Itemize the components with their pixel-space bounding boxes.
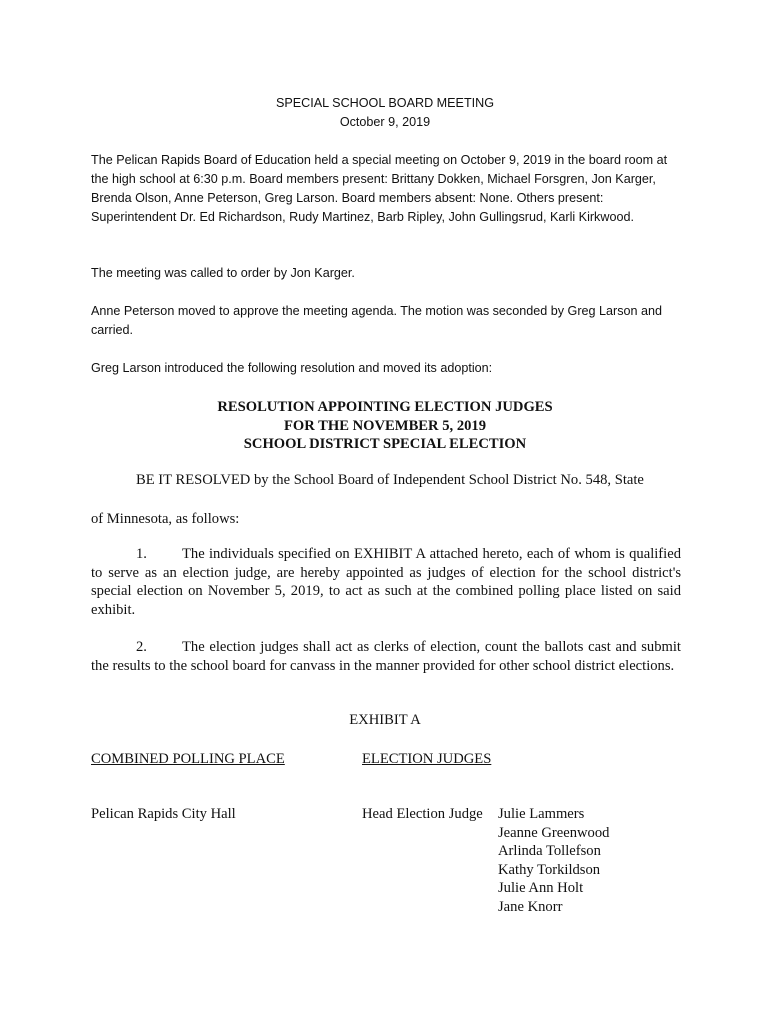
judge-name: Julie Ann Holt: [498, 880, 584, 896]
call-to-order-paragraph: The meeting was called to order by Jon Karger.: [91, 266, 355, 280]
election-judges-column-header: ELECTION JUDGES: [362, 751, 492, 767]
resolution-item-1-text: The individuals specified on EXHIBIT A attached hereto, each of whom is qualified to serve as an election judge, are hereby appointed as judges of election for the school district's special election on November 5, 2019, to act as such at the combined polling place listed on said exhibit.: [91, 546, 681, 618]
resolution-item-1-number: 1.: [136, 546, 147, 562]
resolved-line-1: BE IT RESOLVED by the School Board of Independent School District No. 548, State: [136, 472, 644, 488]
resolution-title-line-2: FOR THE NOVEMBER 5, 2019: [283, 417, 487, 434]
judge-name: Arlinda Tollefson: [498, 843, 601, 859]
meeting-date: October 9, 2019: [339, 115, 431, 129]
resolution-title-line-3: SCHOOL DISTRICT SPECIAL ELECTION: [243, 436, 527, 452]
resolution-item-1: [91, 545, 681, 619]
judge-name: Jeanne Greenwood: [498, 824, 610, 841]
judge-name: Kathy Torkildson: [498, 861, 601, 878]
election-judges-list: [498, 805, 609, 916]
resolved-line-2: of Minnesota, as follows:: [91, 511, 240, 527]
head-election-judge-label: Head Election Judge: [362, 806, 483, 822]
resolution-item-2-text: The election judges shall act as clerks of election, count the ballots cast and submit the results to the school board for canvass in the manner provided for other school district elections.: [91, 639, 681, 674]
minutes-intro-paragraph: The Pelican Rapids Board of Education held a special meeting on October 9, 2019 in the board room at the high school at 6:30 p.m. Board members present: Brittany Dokken, Michael Forsgren, Jon Karger, Brenda Olson, Anne Peterson, Greg Larson. Board members absent: None. Others present: Superintendent Dr. Ed Richardson, Rudy Martinez, Barb Ripley, John Gullingsrud, Karli Kirkwood.: [91, 153, 668, 224]
resolution-title: [0, 398, 770, 454]
polling-place-name: Pelican Rapids City Hall: [91, 806, 236, 822]
polling-place-column-header: COMBINED POLLING PLACE: [91, 751, 285, 767]
document-header: [0, 94, 770, 132]
resolution-title-line-1: RESOLUTION APPOINTING ELECTION JUDGES: [217, 399, 553, 415]
judge-name: Jane Knorr: [498, 898, 563, 915]
resolution-item-2-number: 2.: [136, 639, 147, 655]
resolution-item-2: [91, 638, 681, 675]
meeting-title: SPECIAL SCHOOL BOARD MEETING: [275, 96, 495, 110]
judge-name: Julie Lammers: [498, 806, 585, 822]
agenda-motion-paragraph: Anne Peterson moved to approve the meeting agenda. The motion was seconded by Greg Larson and carried.: [91, 304, 663, 337]
exhibit-title: EXHIBIT A: [349, 712, 421, 728]
resolution-intro-paragraph: Greg Larson introduced the following resolution and moved its adoption:: [91, 361, 493, 375]
